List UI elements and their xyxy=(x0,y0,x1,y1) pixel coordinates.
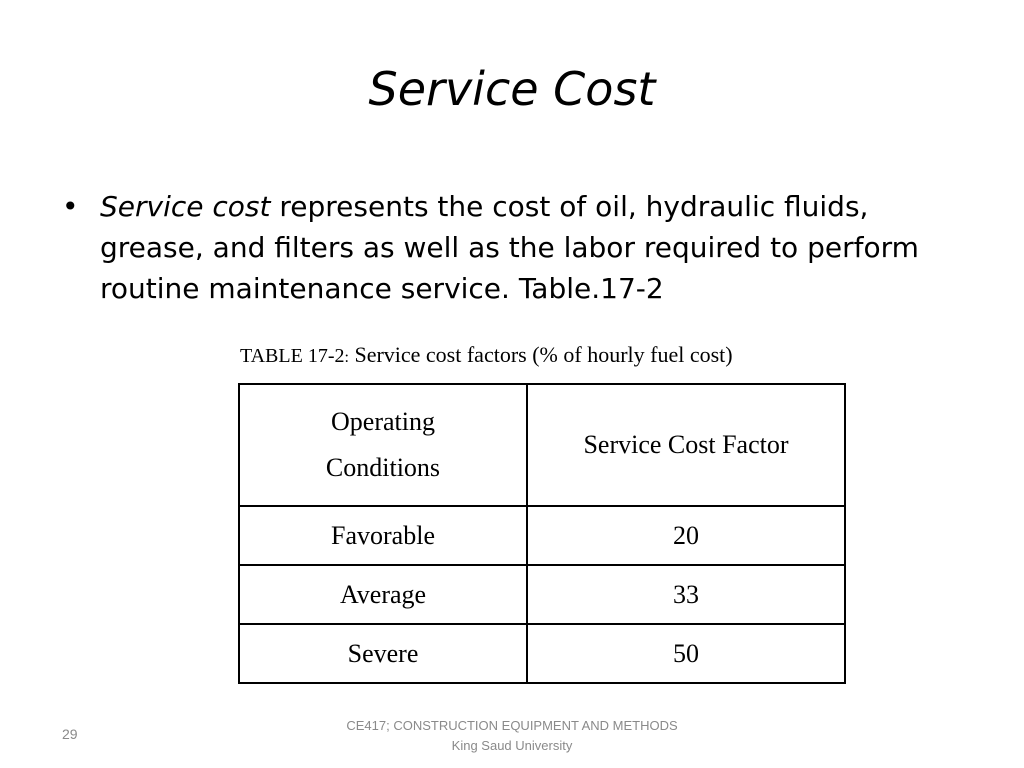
page-number: 29 xyxy=(62,726,78,742)
table-row xyxy=(239,565,845,624)
table-row xyxy=(239,506,845,565)
cell-condition: Severe xyxy=(239,624,527,683)
bullet-text: represents the cost of oil, hydraulic fluids, grease, and filters as well as the labor required to perform routine maintenance service. Table.17-2 xyxy=(100,190,919,305)
table-caption xyxy=(240,342,860,371)
table-caption-number: TABLE 17-2 xyxy=(240,345,345,367)
footer xyxy=(262,716,762,756)
cell-condition: Favorable xyxy=(239,506,527,565)
footer-university: King Saud University xyxy=(451,738,573,753)
table-caption-text: Service cost factors (% of hourly fuel cost) xyxy=(348,342,733,367)
header-service-cost-factor: Service Cost Factor xyxy=(527,384,845,506)
cell-factor: 33 xyxy=(527,565,845,624)
table-header-row xyxy=(239,384,845,506)
header-operating-line2: Conditions xyxy=(325,453,441,482)
bullet-marker: • xyxy=(62,190,79,223)
cell-condition: Average xyxy=(239,565,527,624)
bullet-emphasis: Service cost xyxy=(100,190,271,223)
bullet-paragraph xyxy=(62,186,970,309)
header-operating-line1: Operating xyxy=(331,407,435,436)
footer-course: CE417; CONSTRUCTION EQUIPMENT AND METHODS xyxy=(346,718,678,733)
slide-title: Service Cost xyxy=(368,62,656,116)
service-cost-table xyxy=(238,383,846,684)
header-operating-conditions xyxy=(239,384,527,506)
table-caption-separator: : xyxy=(344,349,349,366)
cell-factor: 50 xyxy=(527,624,845,683)
cell-factor: 20 xyxy=(527,506,845,565)
table-row xyxy=(239,624,845,683)
